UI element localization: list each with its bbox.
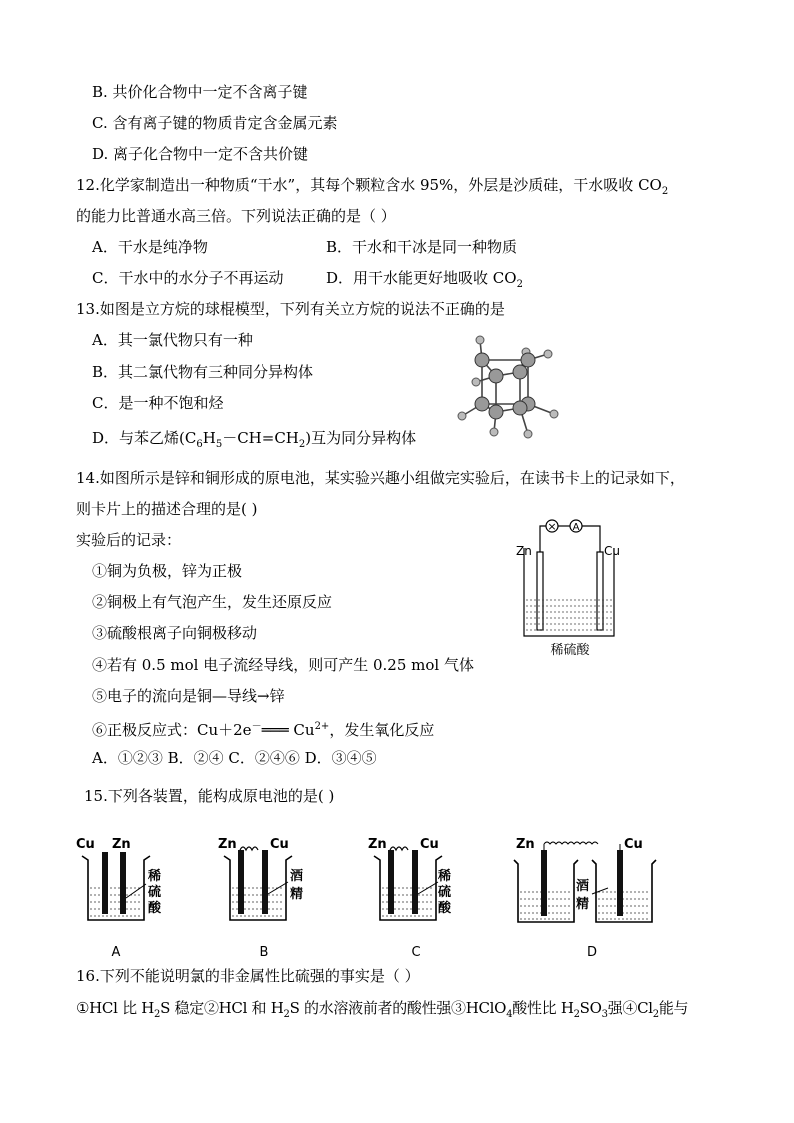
wire-icon — [390, 847, 408, 850]
q14-stem-line1: 14.如图所示是锌和铜形成的原电池，某实验兴趣小组做完实验后，在读书卡上的记录如下， — [76, 469, 685, 487]
q12-option-a: A．干水是纯净物 — [92, 238, 208, 256]
caption-c: C — [411, 945, 421, 960]
q13-stem: 13.如图是立方烷的球棍模型，下列有关立方烷的说法不正确的是 — [76, 300, 505, 318]
zn-electrode-label: Zn — [516, 544, 532, 558]
svg-text:稀: 稀 — [438, 869, 452, 884]
apparatus-d — [512, 832, 672, 962]
q14-item-3: ③硫酸根离子向铜极移动 — [92, 624, 258, 642]
q13-option-a: A．其一氯代物只有一种 — [92, 331, 253, 349]
q13-option-d: D．与苯乙烯$(C_6H_5-CH=CH_2)$互为同分异构体 — [92, 429, 417, 450]
apparatus-a — [74, 832, 166, 962]
svg-text:Cu: Cu — [624, 837, 643, 852]
q14-stem-line2: 则卡片上的描述合理的是( ) — [76, 500, 258, 518]
q14-item-2: ②铜极上有气泡产生，发生还原反应 — [92, 593, 333, 611]
q14-item-5: ⑤电子的流向是铜—导线→锌 — [92, 687, 285, 705]
svg-text:Cu: Cu — [270, 837, 289, 852]
q14-record-title: 实验后的记录： — [76, 531, 182, 549]
zinc-copper-cell-figure — [514, 512, 626, 658]
svg-text:Zn: Zn — [516, 837, 535, 852]
svg-text:Cu: Cu — [76, 837, 95, 852]
svg-text:酸: 酸 — [148, 901, 162, 916]
q16-statements-line: ①HCl 比 $H_2S$ 稳定②HCl 和 $H_2S$ 的水溶液前者的酸性强③HClO$_4$酸性比 $H_2SO_3$强$④Cl_2$能与 — [76, 999, 689, 1020]
q11-option-d: D. 离子化合物中一定不含共价键 — [92, 145, 309, 163]
q14-options: A．①②③ B．②④ C．②④⑥ D．③④⑤ — [92, 749, 377, 767]
q13-option-b: B．其二氯代物有三种同分异构体 — [92, 363, 314, 381]
acid-label: 稀硫酸 — [550, 643, 590, 658]
q14-item-1: ①铜为负极，锌为正极 — [92, 562, 243, 580]
wire-icon — [240, 847, 258, 850]
cu-electrode-label: Cu — [604, 544, 620, 558]
svg-text:Zn: Zn — [368, 837, 387, 852]
apparatus-b — [216, 832, 316, 962]
q12-option-d: D．用干水能更好地吸收 $CO_2$ — [326, 269, 523, 290]
q14-item-4: ④若有 0.5 mol 电子流经导线，则可产生 0.25 mol 气体 — [92, 656, 474, 674]
q11-option-b: B. 共价化合物中一定不含离子键 — [92, 83, 308, 101]
wire-icon — [544, 842, 598, 844]
caption-d: D — [586, 945, 598, 960]
svg-text:Cu: Cu — [420, 837, 439, 852]
svg-text:硫: 硫 — [438, 885, 452, 900]
svg-text:酒: 酒 — [576, 879, 590, 894]
caption-a: A — [111, 945, 121, 960]
svg-text:硫: 硫 — [148, 885, 162, 900]
q16-stem: 16.下列不能说明氯的非金属性比硫强的事实是（ ） — [76, 967, 420, 985]
q12-option-c: C．干水中的水分子不再运动 — [92, 269, 284, 287]
svg-text:Zn: Zn — [218, 837, 237, 852]
svg-text:稀: 稀 — [148, 869, 162, 884]
q11-option-c: C. 含有离子键的物质肯定含金属元素 — [92, 114, 338, 132]
q14-item-6: ⑥正极反应式：Cu＋2e－═══ $Cu^{2+}$，发生氧化反应 — [92, 721, 435, 739]
q12-stem-line2: 的能力比普通水高三倍。下列说法正确的是（ ） — [76, 207, 396, 225]
q12-stem-line1: 12.化学家制造出一种物质“干水”，其每个颗粒含水 95%，外层是沙质硅，干水吸收 $CO_2$ — [76, 176, 669, 197]
svg-text:精: 精 — [576, 897, 590, 912]
apparatus-c — [366, 832, 466, 962]
q13-option-c: C．是一种不饱和烃 — [92, 394, 224, 412]
q15-stem: 15.下列各装置，能构成原电池的是( ) — [84, 787, 335, 805]
svg-text:酒: 酒 — [290, 869, 304, 884]
q12-option-b: B．干水和干冰是同一种物质 — [326, 238, 518, 256]
svg-text:精: 精 — [290, 887, 304, 902]
ammeter-label: A — [572, 522, 580, 533]
svg-text:酸: 酸 — [438, 901, 452, 916]
caption-b: B — [259, 945, 269, 960]
svg-text:Zn: Zn — [112, 837, 131, 852]
cubane-ball-stick-model — [450, 330, 562, 442]
lamp-icon: × — [547, 520, 557, 533]
